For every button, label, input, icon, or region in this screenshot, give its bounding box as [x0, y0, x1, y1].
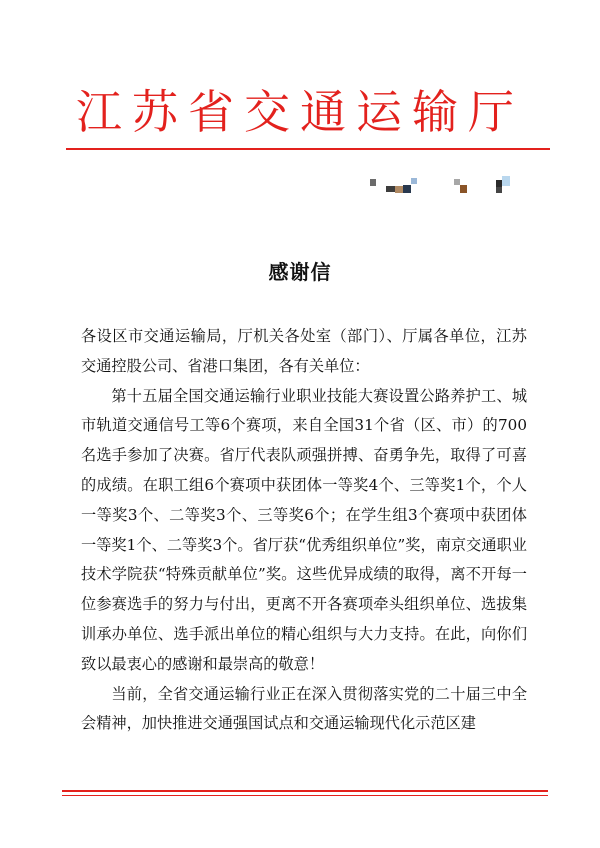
body-paragraph: 第十五届全国交通运输行业职业技能大赛设置公路养护工、城市轨道交通信号工等6个赛项，来自全国31个省（区、市）的700名选手参加了决赛。省厅代表队顽强拼搏、奋勇争先，取得了可喜的成绩。在职工组6个赛项中获团体一等奖4个、三等奖1个，个人一等奖3个、二等奖3个、三等奖6个；在学生组3个赛项中获团体一等奖1个、二等奖3个。省厅获“优秀组织单位”奖，南京交通职业技术学院获“特殊贡献单位”奖。这些优异成绩的取得，离不开每一位参赛选手的努力与付出，更离不开各赛项牵头组织单位、选拔集训承办单位、选手派出单位的精心组织与大力支持。在此，向你们致以最衷心的感谢和最崇高的敬意！ — [81, 386, 527, 673]
letterhead-red-rule — [66, 148, 550, 150]
footer-thick-rule — [62, 790, 548, 792]
salutation: 各设区市交通运输局，厅机关各处室（部门）、厅属各单位，江苏交通控股公司、省港口集团，各有关单位： — [81, 327, 527, 375]
footer-red-rules — [62, 790, 548, 798]
document-body — [81, 322, 527, 739]
redacted-document-number — [366, 174, 516, 196]
document-title: 感谢信 — [268, 260, 332, 284]
body-paragraph: 当前，全省交通运输行业正在深入贯彻落实党的二十届三中全会精神，加快推进交通强国试点和交通运输现代化示范区建 — [81, 684, 527, 733]
footer-thin-rule — [62, 795, 548, 796]
letterhead-title: 江苏省交通运输厅 — [76, 85, 524, 139]
